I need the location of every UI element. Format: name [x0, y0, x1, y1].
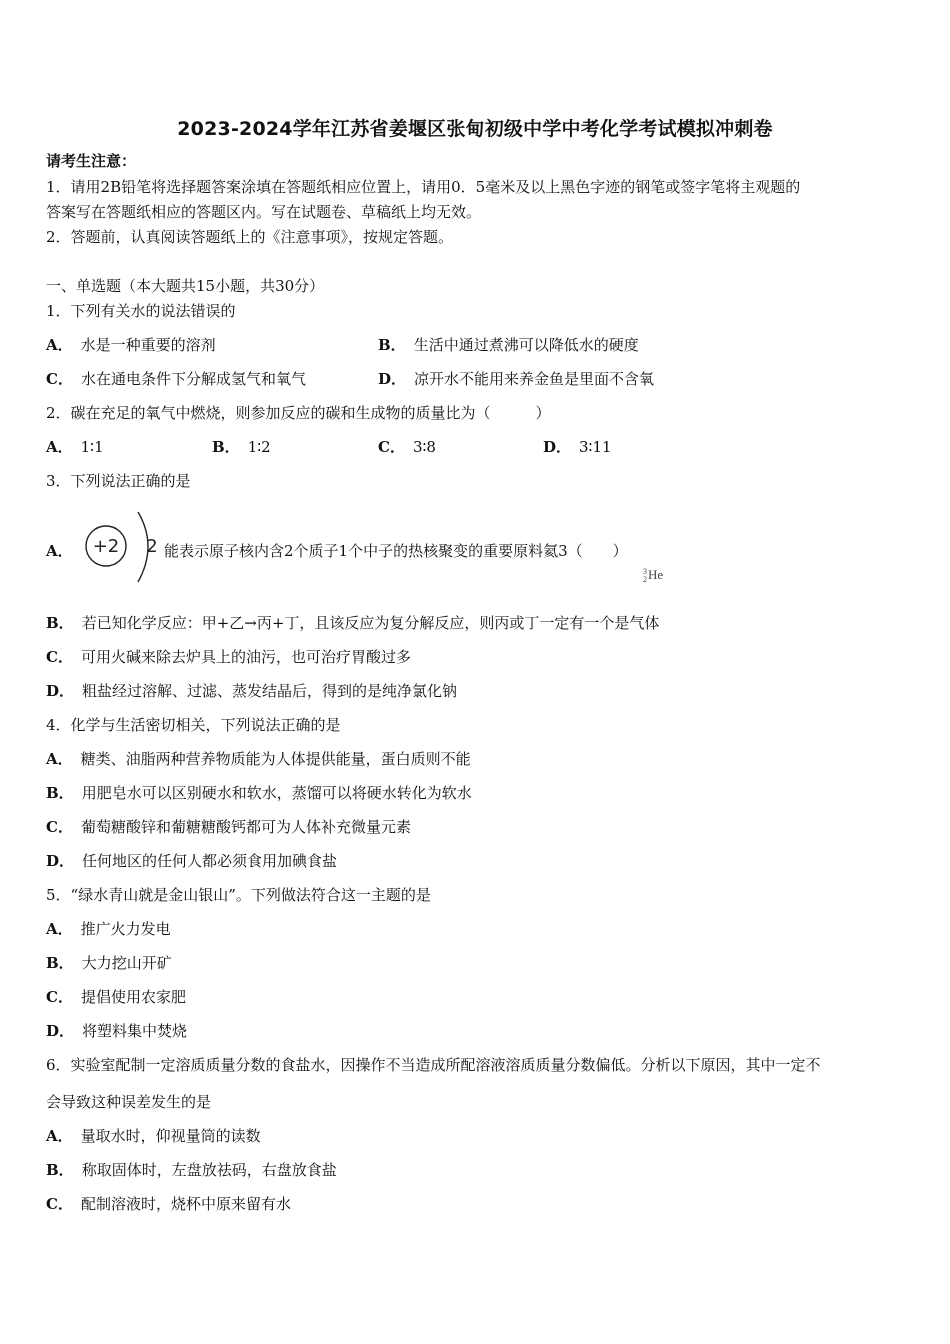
- option-label: D．: [46, 682, 75, 700]
- q3-option-b: [46, 614, 659, 632]
- q1-option-d: [378, 370, 654, 388]
- element-symbol: He: [648, 567, 664, 582]
- q4-option-a: [46, 750, 471, 768]
- notice-item-1-line-1: 1．请用2B铅笔将选择题答案涂填在答题纸相应位置上，请用0．5毫米及以上黑色字迹的钢笔或签字笔将主观题的: [46, 178, 801, 196]
- option-label: D．: [378, 370, 407, 388]
- option-label: A．: [46, 336, 73, 354]
- option-text: 用肥皂水可以区别硬水和软水，蒸馏可以将硬水转化为软水: [81, 784, 472, 802]
- option-label: D．: [46, 1022, 75, 1040]
- option-label: C．: [46, 370, 73, 388]
- option-label: A．: [46, 750, 73, 768]
- option-text: 提倡使用农家肥: [80, 988, 186, 1006]
- option-label: A．: [46, 1127, 73, 1145]
- option-label: B．: [46, 1161, 74, 1179]
- option-text: 称取固体时，左盘放祛码，右盘放食盐: [81, 1161, 337, 1179]
- option-text: 任何地区的任何人都必须食用加碘食盐: [82, 852, 338, 870]
- option-text: 粗盐经过溶解、过滤、蒸发结晶后，得到的是纯净氯化钠: [82, 682, 458, 700]
- q5-option-b: [46, 954, 172, 972]
- option-text: 水是一种重要的溶剂: [80, 336, 216, 354]
- page-title: 2023-2024学年江苏省姜堰区张甸初级中学中考化学考试模拟冲刺卷: [177, 118, 773, 140]
- q1-option-a: [46, 336, 216, 354]
- option-label: A．: [46, 920, 73, 938]
- option-text: 可用火碱来除去炉具上的油污，也可治疗胃酸过多: [80, 648, 411, 666]
- option-label: B．: [46, 784, 74, 802]
- option-text: 糖类、油脂两种营养物质能为人体提供能量，蛋白质则不能: [80, 750, 471, 768]
- option-label: C．: [378, 438, 405, 456]
- option-label: C．: [46, 648, 73, 666]
- option-text: 推广火力发电: [80, 920, 171, 938]
- q2-option-a: [46, 438, 104, 456]
- option-label: A．: [46, 438, 73, 456]
- q5-option-d: [46, 1022, 187, 1040]
- shell-electron-count: 2: [146, 536, 158, 557]
- option-text: 配制溶液时，烧杯中原来留有水: [80, 1195, 291, 1213]
- option-label: D．: [46, 852, 75, 870]
- option-label: B．: [46, 614, 74, 632]
- q4-option-c: [46, 818, 411, 836]
- option-label: B．: [378, 336, 406, 354]
- mass-number: 3: [643, 567, 647, 577]
- q1-stem: 1．下列有关水的说法错误的: [46, 302, 236, 320]
- atomic-number: 2: [643, 575, 647, 585]
- q4-stem: 4．化学与生活密切相关，下列说法正确的是: [46, 716, 341, 734]
- section-heading: 一、单选题（本大题共15小题，共30分）: [46, 277, 325, 295]
- option-text: 1∶1: [80, 438, 104, 456]
- notice-item-2: 2．答题前，认真阅读答题纸上的《注意事项》，按规定答题。: [46, 228, 454, 246]
- atom-structure-diagram: [78, 510, 168, 586]
- q3-option-a-text: 能表示原子核内含2个质子1个中子的热核聚变的重要原料氦3（ ）: [164, 542, 628, 560]
- q6-option-a: [46, 1127, 261, 1145]
- option-text: 1∶2: [247, 438, 271, 456]
- isotope-numbers: [643, 568, 647, 584]
- q1-option-b: [378, 336, 639, 354]
- option-text: 3∶11: [579, 438, 612, 456]
- nucleus-charge: +2: [92, 536, 120, 557]
- option-text: 将塑料集中焚烧: [82, 1022, 188, 1040]
- option-text: 3∶8: [412, 438, 436, 456]
- option-label: C．: [46, 1195, 73, 1213]
- option-text: 凉开水不能用来养金鱼是里面不含氧: [414, 370, 655, 388]
- q3-stem: 3．下列说法正确的是: [46, 472, 191, 490]
- q4-option-b: [46, 784, 472, 802]
- q2-stem: 2．碳在充足的氧气中燃烧，则参加反应的碳和生成物的质量比为（ ）: [46, 404, 551, 422]
- q6-stem-line-2: 会导致这种误差发生的是: [46, 1093, 212, 1111]
- option-label: C．: [46, 818, 73, 836]
- option-text: 大力挖山开矿: [81, 954, 172, 972]
- option-label: B．: [46, 954, 74, 972]
- q6-option-b: [46, 1161, 337, 1179]
- option-text: 若已知化学反应：甲+乙→丙+丁，且该反应为复分解反应，则丙或丁一定有一个是气体: [81, 614, 660, 632]
- helium-3-symbol: [643, 567, 663, 584]
- q2-option-b: [212, 438, 271, 456]
- option-label: C．: [46, 988, 73, 1006]
- q3-option-c: [46, 648, 411, 666]
- q3-option-d: [46, 682, 457, 700]
- q6-stem-line-1: 6．实验室配制一定溶质质量分数的食盐水，因操作不当造成所配溶液溶质质量分数偏低。分析以下原因，其中一定不: [46, 1056, 821, 1074]
- option-text: 水在通电条件下分解成氢气和氧气: [80, 370, 306, 388]
- option-text: 生活中通过煮沸可以降低水的硬度: [413, 336, 639, 354]
- q5-option-c: [46, 988, 186, 1006]
- q3-option-a-label: A．: [46, 542, 73, 560]
- option-text: 量取水时，仰视量筒的读数: [80, 1127, 261, 1145]
- q5-stem: 5．“绿水青山就是金山银山”。下列做法符合这一主题的是: [46, 886, 431, 904]
- option-label: B．: [212, 438, 240, 456]
- q4-option-d: [46, 852, 337, 870]
- option-label: D．: [543, 438, 572, 456]
- q2-option-d: [543, 438, 612, 456]
- q5-option-a: [46, 920, 171, 938]
- notice-heading: 请考生注意：: [46, 152, 137, 170]
- q1-option-c: [46, 370, 306, 388]
- q6-option-c: [46, 1195, 291, 1213]
- q2-option-c: [378, 438, 436, 456]
- notice-item-1-line-2: 答案写在答题纸相应的答题区内。写在试题卷、草稿纸上均无效。: [46, 203, 482, 221]
- option-text: 葡萄糖酸锌和葡糖糖酸钙都可为人体补充微量元素: [80, 818, 411, 836]
